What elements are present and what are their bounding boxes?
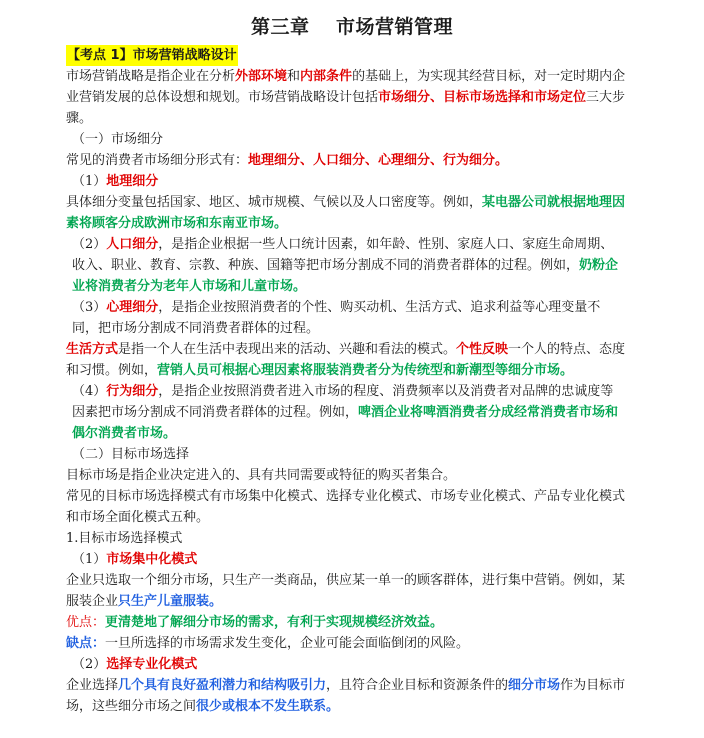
paragraph-advantages: 优点：更清楚地了解细分市场的需求，有利于实现规模经济效益。 — [66, 615, 444, 630]
paragraph-disadvantages: 缺点：一旦所选择的市场需求发生变化，企业可能会面临倒闭的风险。 — [66, 636, 470, 651]
heading-tag: 【考点 1】市场营销战略设计 — [66, 45, 238, 66]
item-geographic-heading: （1）地理细分 — [72, 174, 159, 189]
subheading-selection-modes: 1.目标市场选择模式 — [66, 531, 183, 546]
paragraph-target-market-definition: 目标市场是指企业决定进入的、具有共同需要或特征的购买者集合。 — [66, 468, 457, 483]
paragraph-geographic: 具体细分变量包括国家、地区、城市规模、气候以及人口密度等。例如，某电器公司就根据地理因素将顾客分成欧洲市场和东南亚市场。 — [66, 195, 626, 231]
paragraph-segmentation-forms: 常见的消费者市场细分形式有：地理细分、人口细分、心理细分、行为细分。 — [66, 153, 509, 168]
paragraph-behavioral: （4）行为细分，是指企业按照消费者进入市场的程度、消费频率以及消费者对品牌的忠诚度等因素把市场分割成不同消费者群体的过程。例如，啤酒企业将啤酒消费者分成经常消费者市场和偶尔消费者市场。 — [72, 384, 619, 441]
paragraph-selective: 企业选择几个具有良好盈利潜力和结构吸引力，且符合企业目标和资源条件的细分市场作为目标市场，这些细分市场之间很少或根本不发生联系。 — [66, 678, 626, 714]
paragraph-lifestyle: 生活方式是指一个人在生活中表现出来的活动、兴趣和看法的模式。个性反映一个人的特点、态度和习惯。例如，营销人员可根据心理因素将服装消费者分为传统型和新潮型等细分市场。 — [66, 342, 626, 378]
section-heading-target-market: （二）目标市场选择 — [72, 447, 190, 462]
paragraph-concentration: 企业只选取一个细分市场，只生产一类商品，供应某一单一的顾客群体，进行集中营销。例如，某服装企业只生产儿童服装。 — [66, 573, 626, 609]
item-selective-heading: （2）选择专业化模式 — [72, 657, 198, 672]
document-body — [66, 45, 626, 717]
item-concentration-heading: （1）市场集中化模式 — [72, 552, 198, 567]
chapter-title: 第三章 市场营销管理 — [250, 16, 454, 38]
paragraph-target-market-modes: 常见的目标市场选择模式有市场集中化模式、选择专业化模式、市场专业化模式、产品专业化模式和市场全面化模式五种。 — [66, 489, 626, 525]
paragraph-demographic: （2）人口细分，是指企业根据一些人口统计因素，如年龄、性别、家庭人口、家庭生命周期、收入、职业、教育、宗教、种族、国籍等把市场分割成不同的消费者群体的过程。例如，奶粉企业将消费者分为老年人市场和儿童市场。 — [72, 237, 619, 294]
paragraph-strategy-definition: 市场营销战略是指企业在分析外部环境和内部条件的基础上，为实现其经营目标，对一定时期内企业营销发展的总体设想和规划。市场营销战略设计包括市场细分、目标市场选择和市场定位三大步骤。 — [66, 69, 626, 126]
paragraph-psychographic: （3）心理细分，是指企业按照消费者的个性、购买动机、生活方式、追求利益等心理变量不同，把市场分割成不同消费者群体的过程。 — [72, 300, 601, 336]
section-heading-segmentation: （一）市场细分 — [72, 132, 164, 147]
heading-tag-line — [66, 45, 626, 66]
